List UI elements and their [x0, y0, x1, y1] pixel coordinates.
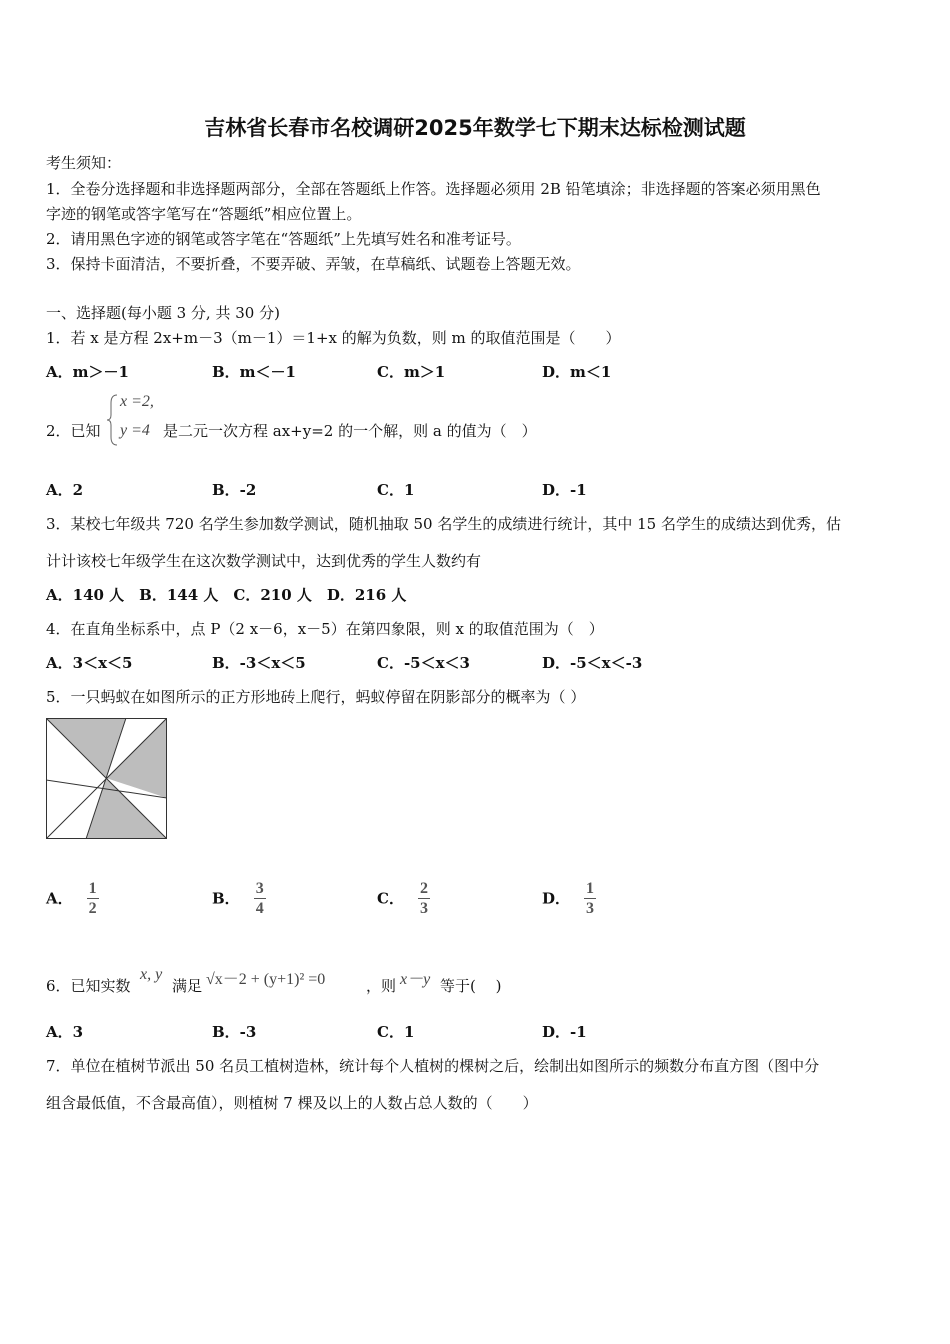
q7-line-2: 组含最低值，不含最高值），则植树 7 棵及以上的人数占总人数的（ ）: [46, 1094, 538, 1112]
q5-option-a: [46, 880, 99, 919]
notice-line-3: 3．保持卡面清洁，不要折叠，不要弄破、弄皱，在草稿纸、试题卷上答题无效。: [46, 255, 581, 273]
brace-icon: [106, 393, 120, 447]
q2-prefix: 2．已知: [46, 422, 101, 440]
q5-option-c: [377, 880, 430, 919]
q5-option-c-fraction: [418, 880, 430, 919]
fraction-denominator: 4: [255, 900, 264, 917]
fraction-numerator: 2: [419, 880, 428, 897]
q3-line-1: 3．某校七年级共 720 名学生参加数学测试，随机抽取 50 名学生的成绩进行统计，其中 15 名学生的成绩达到优秀，估: [46, 515, 841, 533]
q6-mid: 满足: [172, 977, 203, 995]
q2-eq2: y =4: [120, 422, 150, 439]
q6-expression: x－y: [400, 971, 431, 988]
q5-option-d-label: D．: [542, 889, 571, 908]
q2-eq1: x =2,: [120, 393, 154, 410]
q6-prefix: 6．已知实数: [46, 977, 131, 995]
notice-line-2: 2．请用黑色字迹的钢笔或答字笔在“答题纸”上先填写姓名和准考证号。: [46, 230, 521, 248]
q1-option-b: B．m＜－1: [212, 363, 296, 381]
notice-line-1b: 字迹的钢笔或答字笔写在“答题纸”相应位置上。: [46, 205, 362, 223]
q4-option-c: C．-5＜x＜3: [377, 654, 470, 672]
section-heading: 一、选择题(每小题 3 分, 共 30 分): [46, 304, 280, 322]
q6-option-c: C．1: [377, 1023, 415, 1041]
q6-option-b: B．-3: [212, 1023, 257, 1041]
fraction-denominator: 3: [419, 900, 428, 917]
q4-option-d: D．-5＜x＜-3: [542, 654, 643, 672]
q3-options: A．140 人 B．144 人 C．210 人 D．216 人: [46, 586, 407, 604]
q5-option-c-label: C．: [377, 889, 404, 908]
q1-option-d: D．m＜1: [542, 363, 612, 381]
q2-suffix: 是二元一次方程 ax+y=2 的一个解，则 a 的值为（ ）: [163, 422, 537, 440]
q4-stem: 4．在直角坐标系中，点 P（2 x－6，x－5）在第四象限，则 x 的取值范围为（ ）: [46, 620, 604, 638]
q5-option-a-fraction: [87, 880, 99, 919]
fraction-numerator: 1: [586, 880, 595, 897]
fraction-denominator: 3: [586, 900, 595, 917]
q6-option-d: D．-1: [542, 1023, 587, 1041]
q5-stem: 5．一只蚂蚁在如图所示的正方形地砖上爬行，蚂蚁停留在阴影部分的概率为（ ）: [46, 688, 586, 706]
fraction-denominator: 2: [88, 900, 97, 917]
q2-option-d: D．-1: [542, 481, 587, 499]
notice-line-1a: 1．全卷分选择题和非选择题两部分，全部在答题纸上作答。选择题必须用 2B 铅笔填涂；非选择题的答案必须用黑色: [46, 180, 821, 198]
q5-option-b-label: B．: [212, 889, 240, 908]
q3-line-2: 计计该校七年级学生在这次数学测试中，达到优秀的学生人数约有: [46, 552, 482, 570]
q5-option-a-label: A．: [46, 889, 73, 908]
notice-heading: 考生须知：: [46, 154, 122, 172]
q1-option-c: C．m＞1: [377, 363, 446, 381]
q6-equation: √x－2 + (y+1)² =0: [206, 971, 326, 988]
square-tile-figure: [46, 718, 167, 839]
q6-suffix: 等于( ): [440, 977, 502, 995]
q6-vars: x, y: [140, 966, 163, 983]
q5-option-b-fraction: [254, 880, 266, 919]
q2-option-b: B．-2: [212, 481, 257, 499]
q1-stem: 1．若 x 是方程 2x+m－3（m－1）＝1+x 的解为负数，则 m 的取值范围是（ ）: [46, 329, 621, 347]
q1-option-a: A．m＞－1: [46, 363, 129, 381]
page-title: 吉林省长春市名校调研2025年数学七下期末达标检测试题: [204, 116, 746, 140]
fraction-numerator: 3: [255, 880, 264, 897]
q2-option-c: C．1: [377, 481, 415, 499]
q4-option-a: A．3＜x＜5: [46, 654, 133, 672]
q5-option-b: [212, 880, 266, 919]
fraction-numerator: 1: [88, 880, 97, 897]
q7-line-1: 7．单位在植树节派出 50 名员工植树造林，统计每个人植树的棵树之后，绘制出如图所示的频数分布直方图（图中分: [46, 1057, 820, 1075]
q6-then: ，则: [366, 977, 397, 995]
q5-option-d: [542, 880, 596, 919]
q2-equation-system: [106, 393, 166, 447]
q6-option-a: A．3: [46, 1023, 84, 1041]
q2-option-a: A．2: [46, 481, 84, 499]
q4-option-b: B．-3＜x＜5: [212, 654, 306, 672]
q5-option-d-fraction: [584, 880, 596, 919]
